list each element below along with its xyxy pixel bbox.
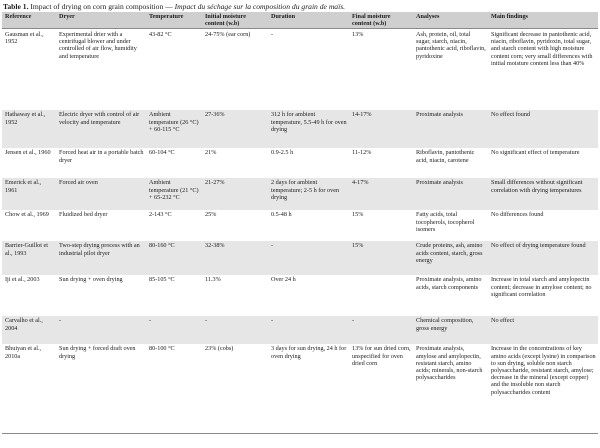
cell-main-findings: Increase in the concentrations of key amino acids (except lysine) in comparison to sun drying, soluble non starch polysaccharide, resistant starch, amylose; decrease in the mineral (except copper) and the insoluble non starch polysaccharides content — [488, 344, 598, 434]
header-initial-moisture: Initial moisture content (w.b) — [202, 12, 268, 29]
cell-analyses: Proximate analysis, amylose and amylopectin, resistant starch, amino acids; minerals, non-starch polysaccharides — [413, 344, 488, 434]
header-dryer: Dryer — [56, 12, 146, 29]
cell-analyses: Proximate analysis — [413, 110, 488, 148]
cell-main-findings: No significant effect of temperature — [491, 149, 580, 157]
cell-analyses: Riboflavin, pantothenic acid, niacin, carotene — [416, 149, 475, 164]
cell-dryer: Forced heat air in a portable batch dryer — [59, 149, 144, 164]
cell-temperature: 80-100 °C — [146, 344, 202, 434]
header-analyses: Analyses — [413, 12, 488, 29]
cell-temperature: - — [146, 316, 202, 344]
cell-initial-moisture: 24-75% (ear corn) — [205, 30, 251, 38]
table-header-row — [2, 12, 598, 29]
header-main-findings: Main findings — [488, 12, 598, 29]
cell-analyses: Chemical composition, gross energy — [413, 316, 488, 344]
cell-duration: 312 h for ambient temperature, 5.5-49 h for oven drying — [268, 110, 349, 148]
table-row — [2, 110, 598, 148]
cell-main-findings: Significant decrease in pantothenic acid, niacin, riboflavin, pyridoxin, total sugar, and starch content with high moisture content corn; very small differences with initial moisture content less than 40% — [491, 30, 593, 67]
cell-initial-moisture: 32-38% — [202, 241, 268, 275]
caption-french: Impact du séchage sur la composition du grain de maïs. — [174, 2, 346, 11]
cell-final-moisture: 13% — [352, 30, 364, 38]
cell-final-moisture: 15% — [352, 211, 364, 219]
caption-english: Impact of drying on corn grain composition — — [30, 2, 173, 11]
cell-final-moisture: 11-12% — [352, 149, 372, 157]
table-row — [2, 275, 598, 316]
cell-temperature: 2-143 °C — [149, 211, 172, 219]
cell-dryer: Experimental drier with a centrifugal blower and under controlled of air flow, humidity and temperature — [59, 30, 137, 60]
cell-reference: Carvalho et al., 2004 — [2, 316, 56, 344]
cell-temperature: 43-82 °C — [149, 30, 172, 38]
cell-reference: Gausman et al., 1952 — [5, 30, 44, 46]
cell-duration: 3 days for sun drying, 24 h for oven drying — [268, 344, 349, 434]
cell-duration: - — [268, 316, 349, 344]
cell-initial-moisture: 23% (cobs) — [202, 344, 268, 434]
caption-label: Table 1. — [3, 2, 29, 11]
cell-duration: - — [271, 30, 274, 38]
table-row — [2, 148, 598, 178]
cell-main-findings: No effect found — [488, 110, 598, 148]
cell-main-findings: Increase in total starch and amylopectin content; decrease in amylose content; no significant correlation — [491, 276, 592, 298]
cell-dryer: Fluidized bed dryer — [59, 211, 108, 219]
cell-reference: Emerick et al., 1961 — [2, 178, 56, 210]
cell-dryer: Two-step drying process with an industrial pilot dryer — [56, 241, 146, 275]
cell-reference: Iji et al., 2003 — [5, 276, 40, 284]
table-row — [2, 210, 598, 241]
cell-temperature: Ambient temperature (21 °C) + 65-232 °C — [146, 178, 202, 210]
cell-main-findings: No differences found — [491, 211, 544, 219]
table-row — [2, 344, 598, 434]
cell-dryer: - — [56, 316, 146, 344]
cell-main-findings: No effect — [488, 316, 598, 344]
cell-main-findings: Small differences without significant correlation with drying temperatures — [488, 178, 598, 210]
cell-final-moisture: 15% — [349, 241, 413, 275]
cell-dryer: Sun drying + forced draft oven drying — [56, 344, 146, 434]
cell-final-moisture: - — [349, 316, 413, 344]
header-duration: Duration — [268, 12, 349, 29]
cell-final-moisture: 13% for sun dried corn, unspecified for oven dried corn — [349, 344, 413, 434]
table-row — [2, 316, 598, 344]
header-final-moisture: Final moisture content (w.b) — [349, 12, 413, 29]
table-caption — [2, 2, 598, 12]
cell-reference: Jensen et al., 1960 — [5, 149, 51, 157]
header-reference: Reference — [2, 12, 56, 29]
cell-duration: - — [268, 241, 349, 275]
cell-initial-moisture: 25% — [205, 211, 217, 219]
cell-duration: 2 days for ambient temperature; 2-5 h for oven drying — [268, 178, 349, 210]
cell-analyses: Ash, protein, oil, total sugar, starch, niacin, pantothenic acid, riboflavin, pyridoxine — [416, 30, 486, 60]
cell-main-findings: No effect of drying temperature found — [488, 241, 598, 275]
cell-analyses: Proximate analysis, amino acids, starch components — [416, 276, 482, 291]
cell-initial-moisture: 21% — [205, 149, 217, 157]
cell-dryer: Sun drying + oven drying — [59, 276, 123, 284]
cell-reference: Bhuiyan et al., 2010a — [2, 344, 56, 434]
header-temperature: Temperature — [146, 12, 202, 29]
cell-final-moisture: 4-17% — [349, 178, 413, 210]
table-row — [2, 241, 598, 275]
cell-initial-moisture: 27-36% — [202, 110, 268, 148]
cell-initial-moisture: 21-27% — [202, 178, 268, 210]
table-row — [2, 178, 598, 210]
cell-final-moisture — [349, 275, 413, 316]
cell-dryer: Electric dryer with control of air velocity and temperature — [56, 110, 146, 148]
cell-duration: 0.9-2.5 h — [271, 149, 294, 157]
cell-initial-moisture: - — [202, 316, 268, 344]
cell-analyses: Crude proteins, ash, amino acids content, starch, gross energy — [413, 241, 488, 275]
cell-temperature: 60-104 °C — [149, 149, 175, 157]
cell-analyses: Fatty acids, total tocopherols, tocopherol isomers — [416, 211, 475, 233]
cell-duration: Over 24 h — [271, 276, 296, 284]
cell-analyses: Proximate analysis — [413, 178, 488, 210]
cell-temperature: 80-160 °C — [146, 241, 202, 275]
cell-reference: Barrier-Guillot et al., 1993 — [2, 241, 56, 275]
cell-duration: 0.5-48 h — [271, 211, 292, 219]
cell-reference: Chow et al., 1969 — [5, 211, 49, 219]
cell-initial-moisture: 11.3% — [205, 276, 221, 284]
cell-reference: Hathaway et al., 1952 — [2, 110, 56, 148]
table-row — [2, 29, 598, 110]
cell-final-moisture: 14-17% — [349, 110, 413, 148]
cell-temperature: Ambient temperature (26 °C) + 60-115 °C — [146, 110, 202, 148]
drying-impact-table — [2, 12, 598, 434]
cell-dryer: Forced air oven — [56, 178, 146, 210]
cell-temperature: 85-105 °C — [149, 276, 175, 284]
